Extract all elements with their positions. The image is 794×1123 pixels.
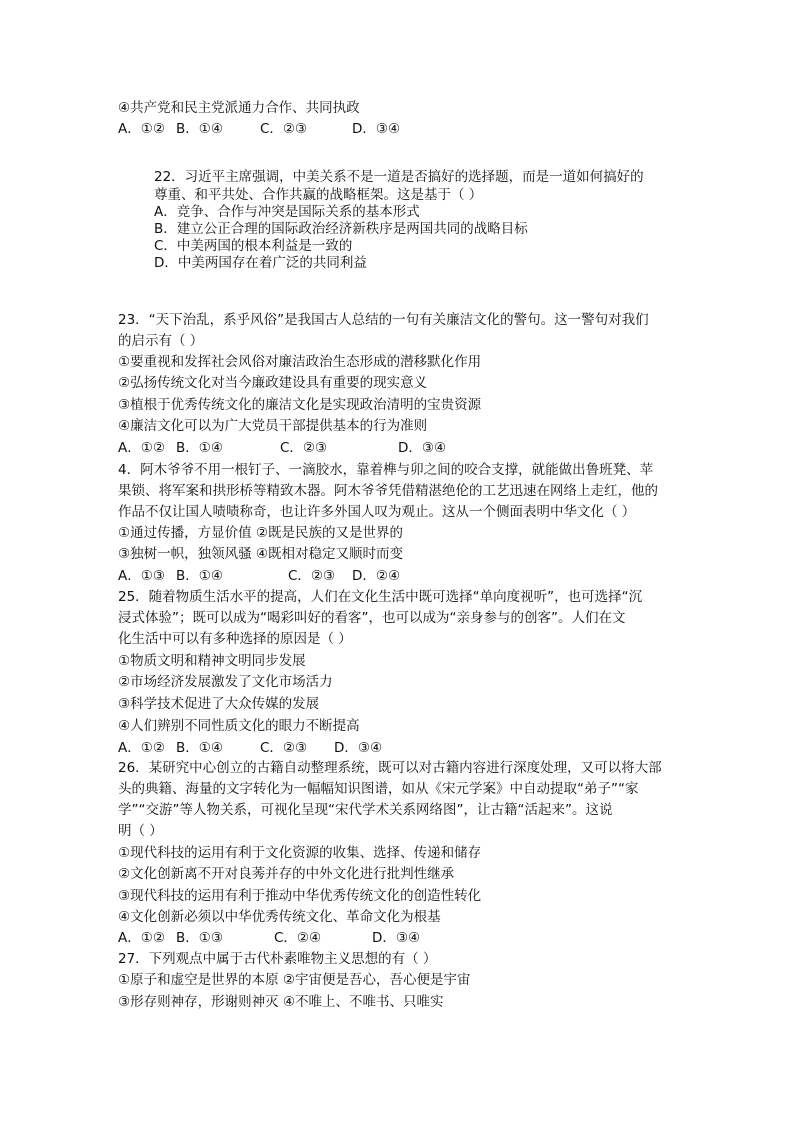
q23-item-2: ②弘扬传统文化对当今廉政建设具有重要的现实意义 bbox=[118, 375, 428, 391]
option-b: B．①③ bbox=[176, 930, 223, 946]
q25-stem-line-2: 浸式体验”；既可以成为“喝彩叫好的看客”，也可以成为“亲身参与的创客”。人们在文 bbox=[118, 610, 626, 626]
q23-options bbox=[118, 438, 446, 458]
q24-items-1: ①通过传播，方显价值 ②既是民族的又是世界的 bbox=[118, 525, 403, 541]
option-b: B．①④ bbox=[176, 740, 223, 756]
option-d: D．③④ bbox=[398, 440, 447, 456]
option-d: D．③④ bbox=[334, 740, 383, 756]
q22-choice-c: C．中美两国的根本利益是一致的 bbox=[154, 238, 353, 254]
q26-item-4: ④文化创新必须以中华优秀传统文化、革命文化为根基 bbox=[118, 909, 441, 925]
top-options bbox=[118, 119, 400, 139]
option-d: D．③④ bbox=[372, 930, 421, 946]
q27-items-2: ③形存则神存，形谢则神灭 ④不唯上、不唯书、只唯实 bbox=[118, 994, 444, 1010]
option-b: B．①④ bbox=[176, 440, 223, 456]
q26-options bbox=[118, 928, 420, 948]
option-d: D．③④ bbox=[352, 121, 401, 137]
q23-item-4: ④廉洁文化可以为广大党员干部提供基本的行为准则 bbox=[118, 418, 428, 434]
option-c: C．②④ bbox=[274, 930, 322, 946]
option-c: C．②③ bbox=[288, 568, 336, 584]
option-a: A．①② bbox=[118, 930, 165, 946]
option-c: C．②③ bbox=[280, 440, 328, 456]
q26-item-3: ③现代科技的运用有利于推动中华优秀传统文化的创造性转化 bbox=[118, 888, 482, 904]
q25-item-2: ②市场经济发展激发了文化市场活力 bbox=[118, 674, 333, 690]
q26-stem-line-1: 26．某研究中心创立的古籍自动整理系统，既可以对古籍内容进行深度处理，又可以将大部 bbox=[118, 760, 662, 776]
q22-stem-line-2: 尊重、和平共处、合作共赢的战略框架。这是基于（ ） bbox=[154, 187, 483, 203]
option-a: A．①② bbox=[118, 121, 165, 137]
q24-stem-line-2: 果锁、将军案和拱形桥等精致木器。阿木爷爷凭借精湛绝伦的工艺迅速在网络上走红，他的 bbox=[118, 483, 658, 499]
q27-items-1: ①原子和虚空是世界的本原 ②宇宙便是吾心，吾心便是宇宙 bbox=[118, 972, 471, 988]
option-c: C．②③ bbox=[260, 740, 308, 756]
q25-item-1: ①物质文明和精神文明同步发展 bbox=[118, 653, 306, 669]
option-a: A．①③ bbox=[118, 568, 165, 584]
q22-choice-a: A．竞争、合作与冲突是国际关系的基本形式 bbox=[154, 204, 420, 220]
option-a: A．①② bbox=[118, 740, 165, 756]
q26-stem-line-3: 学”“交游”等人物关系，可视化呈现“宋代学术关系网络图”，让古籍“活起来”。这说 bbox=[118, 802, 613, 818]
q22-choice-b: B．建立公正合理的国际政治经济新秩序是两国共同的战略目标 bbox=[154, 221, 528, 237]
q23-item-3: ③植根于优秀传统文化的廉洁文化是实现政治清明的宝贵资源 bbox=[118, 397, 482, 413]
option-b: B．①④ bbox=[176, 121, 223, 137]
q25-stem-line-1: 25．随着物质生活水平的提高，人们在文化生活中既可选择“单向度视听”，也可选择“沉 bbox=[118, 589, 643, 605]
q26-stem-line-2: 头的典籍、海量的文字转化为一幅幅知识图谱，如从《宋元学案》中自动提取“弟子”“家 bbox=[118, 781, 639, 797]
q23-stem-line-2: 的启示有（ ） bbox=[118, 333, 204, 349]
q24-items-2: ③独树一帜，独领风骚 ④既相对稳定又顺时而变 bbox=[118, 546, 403, 562]
q23-item-1: ①要重视和发挥社会风俗对廉洁政治生态形成的潜移默化作用 bbox=[118, 354, 482, 370]
q25-item-3: ③科学技术促进了大众传媒的发展 bbox=[118, 696, 320, 712]
q24-options bbox=[118, 566, 400, 586]
option-c: C．②③ bbox=[260, 121, 308, 137]
q22-choice-d: D．中美两国存在着广泛的共同利益 bbox=[154, 255, 367, 271]
q25-item-4: ④人们辨别不同性质文化的眼力不断提高 bbox=[118, 718, 360, 734]
option-d: D．②④ bbox=[352, 568, 401, 584]
q24-stem-line-1: 4．阿木爷爷不用一根钉子、一滴胶水，靠着榫与卯之间的咬合支撑，就能做出鲁班凳、苹 bbox=[118, 462, 654, 478]
q25-stem-line-3: 化生活中可以有多种选择的原因是（ ） bbox=[118, 631, 352, 647]
q23-stem-line-1: 23．“天下治乱，系乎风俗”是我国古人总结的一句有关廉洁文化的警句。这一警句对我们 bbox=[118, 312, 649, 328]
option-b: B．①④ bbox=[176, 568, 223, 584]
q25-options bbox=[118, 738, 382, 758]
q26-item-2: ②文化创新离不开对良莠并存的中外文化进行批判性继承 bbox=[118, 866, 455, 882]
top-item-4: ④共产党和民主党派通力合作、共同执政 bbox=[118, 100, 360, 116]
q24-stem-line-3: 作品不仅让国人啧啧称奇，也让许多外国人叹为观止。这从一个侧面表明中华文化（ ） bbox=[118, 504, 636, 520]
option-a: A．①② bbox=[118, 440, 165, 456]
q27-stem: 27．下列观点中属于古代朴素唯物主义思想的有（ ） bbox=[118, 951, 437, 967]
q22-stem-line-1: 22．习近平主席强调，中美关系不是一道是否搞好的选择题，而是一道如何搞好的 bbox=[154, 169, 644, 185]
q26-item-1: ①现代科技的运用有利于文化资源的收集、选择、传递和储存 bbox=[118, 845, 482, 861]
q26-stem-line-4: 明（ ） bbox=[118, 823, 163, 839]
